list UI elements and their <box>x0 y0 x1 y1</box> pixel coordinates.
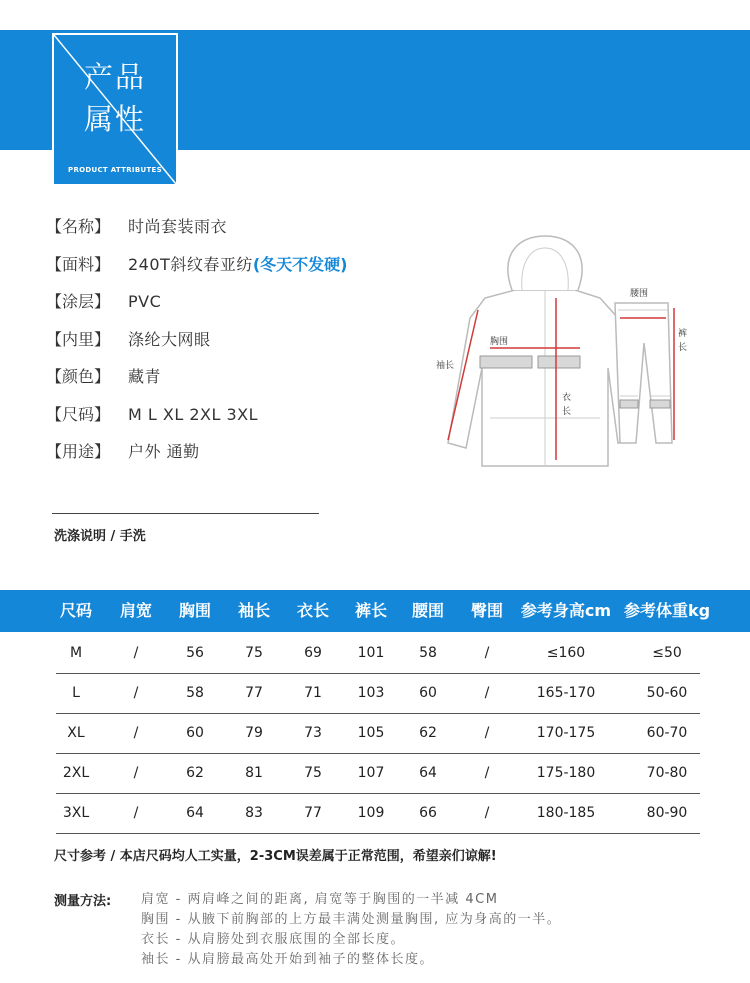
cell-size: XL <box>67 725 85 741</box>
cell-height: ≤160 <box>546 645 586 661</box>
measure-line-chest: 胸围 - 从腋下前胸部的上方最丰满处测量胸围, 应为身高的一半。 <box>141 912 562 927</box>
cell-height: 180-185 <box>536 805 596 821</box>
attr-value: M L XL 2XL 3XL <box>128 404 259 424</box>
cell-waist: 66 <box>419 805 437 821</box>
header-height: 参考身高cm <box>520 601 612 620</box>
cell-pants: 101 <box>357 645 385 661</box>
label-waist: 腰围 <box>630 289 649 299</box>
attribute-list <box>46 215 347 478</box>
header-weight: 参考体重kg <box>623 601 711 620</box>
attr-row-size <box>46 403 347 441</box>
header-size: 尺码 <box>59 601 92 620</box>
cell-height: 165-170 <box>536 685 596 701</box>
cell-hip: / <box>484 645 490 661</box>
cell-hip: / <box>484 685 490 701</box>
cell-length: 75 <box>304 765 322 781</box>
cell-pants: 107 <box>357 765 385 781</box>
label-pants-length-2: 长 <box>678 343 688 353</box>
cell-weight: 60-70 <box>646 725 688 741</box>
measure-line-shoulder: 肩宽 - 两肩峰之间的距离, 肩宽等于胸围的一半减 4CM <box>141 892 499 907</box>
cell-chest: 58 <box>186 685 204 701</box>
measure-method-list <box>141 890 561 970</box>
cell-pants: 103 <box>357 685 385 701</box>
attr-label: 【内里】 <box>46 329 111 349</box>
cell-sleeve: 83 <box>245 805 263 821</box>
header-sleeve: 袖长 <box>237 601 270 620</box>
attr-value: 藏青 <box>128 367 162 386</box>
label-length-2: 长 <box>562 407 572 417</box>
cell-hip: / <box>484 765 490 781</box>
cell-chest: 64 <box>186 805 204 821</box>
attr-label: 【名称】 <box>46 217 111 236</box>
cell-weight: 70-80 <box>646 765 688 781</box>
cell-chest: 62 <box>186 765 204 781</box>
header-length: 衣长 <box>296 601 329 620</box>
attr-label: 【涂层】 <box>46 292 111 311</box>
cell-length: 69 <box>304 645 322 661</box>
wash-divider <box>52 513 319 514</box>
cell-height: 170-175 <box>536 725 596 741</box>
cell-size: L <box>72 685 80 701</box>
cell-shoulder: / <box>133 645 139 661</box>
raincoat-drawing <box>430 228 710 478</box>
cell-hip: / <box>484 725 490 741</box>
hood-shape <box>508 236 582 290</box>
header-pants: 裤长 <box>354 601 387 620</box>
cell-shoulder: / <box>133 725 139 741</box>
pants-shape <box>615 303 672 443</box>
title-box <box>52 33 178 186</box>
measure-line-sleeve: 袖长 - 从肩膀最高处开始到袖子的整体长度。 <box>141 952 434 967</box>
header-chest: 胸围 <box>178 601 211 620</box>
attr-label: 【尺码】 <box>46 404 111 424</box>
header-waist: 腰围 <box>411 601 444 620</box>
table-row <box>56 673 700 714</box>
cell-weight: 50-60 <box>646 685 688 701</box>
title-line-2: 属性 <box>83 102 146 136</box>
size-table-header <box>0 590 750 632</box>
cell-size: 2XL <box>62 765 90 781</box>
garment-sketch <box>430 228 710 478</box>
cell-length: 73 <box>304 725 322 741</box>
measure-method-title: 测量方法: <box>54 894 112 909</box>
header-shoulder: 肩宽 <box>119 601 152 620</box>
attr-row-color <box>46 365 347 403</box>
cell-height: 175-180 <box>536 765 596 781</box>
header-hip: 臀围 <box>470 601 503 620</box>
cell-waist: 60 <box>419 685 437 701</box>
cell-sleeve: 81 <box>245 765 263 781</box>
cell-shoulder: / <box>133 805 139 821</box>
attr-note: (冬天不发硬) <box>252 254 348 274</box>
cell-waist: 64 <box>419 765 437 781</box>
wash-instructions: 洗涤说明 / 手洗 <box>54 529 146 544</box>
cell-chest: 60 <box>186 725 204 741</box>
attr-row-lining <box>46 328 347 366</box>
attr-row-coating <box>46 290 347 328</box>
attr-value: 户外 通勤 <box>128 442 200 461</box>
title-subtitle: PRODUCT ATTRIBUTES <box>68 166 162 174</box>
cell-length: 71 <box>304 685 322 701</box>
cell-sleeve: 79 <box>245 725 263 741</box>
label-pants-length-1: 裤 <box>678 329 688 339</box>
attr-value: 涤纶大网眼 <box>128 329 211 349</box>
attr-row-fabric <box>46 253 347 291</box>
attr-label: 【用途】 <box>46 442 111 461</box>
size-reference-note: 尺寸参考 / 本店尺码均人工实量，2-3CM误差属于正常范围，希望亲们谅解! <box>54 849 497 864</box>
cell-weight: ≤50 <box>652 645 682 661</box>
table-row <box>56 633 700 674</box>
attr-row-usage <box>46 440 347 478</box>
cell-pants: 109 <box>357 805 385 821</box>
measure-line-length: 衣长 - 从肩膀处到衣服底围的全部长度。 <box>141 932 405 947</box>
label-sleeve: 袖长 <box>436 361 455 371</box>
label-chest: 胸围 <box>490 337 509 347</box>
cell-hip: / <box>484 805 490 821</box>
cell-pants: 105 <box>357 725 385 741</box>
cell-length: 77 <box>304 805 322 821</box>
table-row <box>56 753 700 794</box>
attr-value: 240T斜纹春亚纺 <box>128 254 253 274</box>
attr-label: 【颜色】 <box>46 367 111 386</box>
cell-size: M <box>69 645 83 661</box>
title-line-1: 产品 <box>83 60 146 94</box>
cell-waist: 62 <box>419 725 437 741</box>
attr-value: PVC <box>128 292 162 311</box>
cell-sleeve: 77 <box>245 685 263 701</box>
cell-shoulder: / <box>133 685 139 701</box>
cell-chest: 56 <box>186 645 204 661</box>
cell-sleeve: 75 <box>245 645 263 661</box>
table-row <box>56 713 700 754</box>
cell-shoulder: / <box>133 765 139 781</box>
attr-label: 【面料】 <box>46 254 111 274</box>
attr-value: 时尚套装雨衣 <box>128 217 228 236</box>
label-length-1: 衣 <box>562 393 572 403</box>
cell-size: 3XL <box>62 805 90 821</box>
attr-row-name <box>46 215 347 253</box>
table-row <box>56 793 700 834</box>
cell-waist: 58 <box>419 645 437 661</box>
cell-weight: 80-90 <box>646 805 688 821</box>
